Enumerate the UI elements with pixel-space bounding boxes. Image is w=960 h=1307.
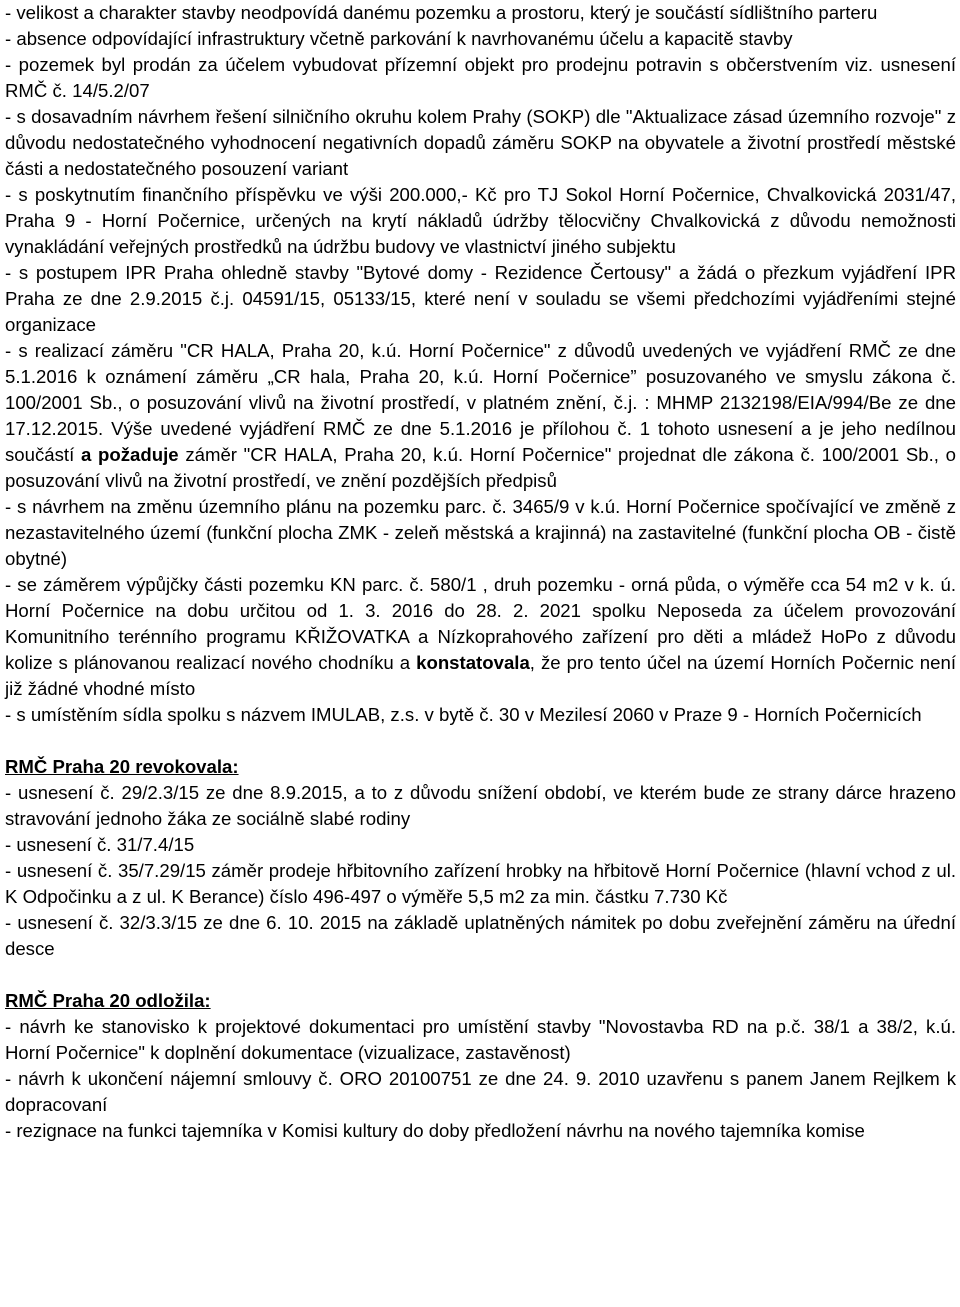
spacer <box>5 728 956 754</box>
neposeda-text-before: - se záměrem výpůjčky části pozemku KN parc. č. 580/1 , druh pozemku - orná půda, o výměře cca 54 m2 v k. ú. Horní Počernice na dobu určitou od 1. 3. 2016 do 28. 2. 2021 spolku Neposeda za účelem provozování Komunitního terénního programu KŘIŽOVATKA a Nízkoprahového zařízení pro děti a mládež HoPo z důvodu kolize s plánovanou realizací nového chodníku a <box>5 574 956 673</box>
paragraph-building-size: - velikost a charakter stavby neodpovídá danému pozemku a prostoru, který je součástí sídlištního parteru <box>5 2 878 23</box>
paragraph-cr-hala <box>5 338 956 494</box>
neposeda-bold: konstatovala <box>416 652 530 673</box>
heading-postponed: RMČ Praha 20 odložila: <box>5 990 211 1011</box>
paragraph-neposeda <box>5 572 956 702</box>
paragraph-land-sold: - pozemek byl prodán za účelem vybudovat přízemní objekt pro prodejnu potravin s občerstvením viz. usnesení RMČ č. 14/5.2/07 <box>5 54 956 101</box>
paragraph-zoning-plan: - s návrhem na změnu územního plánu na pozemku parc. č. 3465/9 v k.ú. Horní Počernice spočívající ve změně z nezastavitelného území (funkční plocha ZMK - zeleň městská a krajinná) na zastavitelné (funkční plocha OB - čistě obytné) <box>5 496 956 569</box>
paragraph-sokol-contribution: - s poskytnutím finančního příspěvku ve výši 200.000,- Kč pro TJ Sokol Horní Počernice, Chvalkovická 2031/47, Praha 9 - Horní Počernice, určených na krytí nákladů údržby tělocvičny Chvalkovická z důvodu nemožnosti vynakládání veřejných prostředků na údržbu budovy ve vlastnictví jiného subjektu <box>5 184 956 257</box>
postponed-item: - rezignace na funkci tajemníka v Komisi kultury do doby předložení návrhu na nového tajemníka komise <box>5 1120 865 1141</box>
paragraph-ipr-praha: - s postupem IPR Praha ohledně stavby "Bytové domy - Rezidence Čertousy" a žádá o přezkum vyjádření IPR Praha ze dne 2.9.2015 č.j. 04591/15, 05133/15, které není v souladu se všemi předchozími vyjádřeními stejné organizace <box>5 262 956 335</box>
spacer <box>5 962 956 988</box>
revoked-item: - usnesení č. 29/2.3/15 ze dne 8.9.2015, a to z důvodu snížení období, ve kterém bude ze strany dárce hrazeno stravování jednoho žáka ze sociálně slabé rodiny <box>5 782 956 829</box>
neposeda-text-after: , že pro tento účel na území Horních Počernic není již žádné vhodné místo <box>5 652 956 699</box>
paragraph-imulab: - s umístěním sídla spolku s názvem IMULAB, z.s. v bytě č. 30 v Mezilesí 2060 v Praze 9 - Horních Počernicích <box>5 704 922 725</box>
paragraph-sokp: - s dosavadním návrhem řešení silničního okruhu kolem Prahy (SOKP) dle "Aktualizace zásad územního rozvoje" z důvodu nedostatečného vyhodnocení negativních dopadů záměru SOKP na obyvatele a životní prostředí městské části a nedostatečného posouzení variant <box>5 106 956 179</box>
cr-hala-text-before: - s realizací záměru "CR HALA, Praha 20, k.ú. Horní Počernice" z důvodů uvedených ve vyjádření RMČ ze dne 5.1.2016 k oznámení záměru „CR hala, Praha 20, k.ú. Horní Počernice” posuzovaného ve smyslu zákona č. 100/2001 Sb., o posuzování vlivů na životní prostředí, v platném znění, č.j. : MHMP 2132198/EIA/994/Be ze dne 17.12.2015. Výše uvedené vyjádření RMČ ze dne 5.1.2016 je přílohou č. 1 tohoto usnesení a je jeho nedílnou součástí <box>5 340 956 465</box>
revoked-item: - usnesení č. 32/3.3/15 ze dne 6. 10. 2015 na základě uplatněných námitek po dobu zveřejnění záměru na úřední desce <box>5 912 956 959</box>
revoked-item: - usnesení č. 31/7.4/15 <box>5 834 195 855</box>
heading-revoked: RMČ Praha 20 revokovala: <box>5 756 239 777</box>
cr-hala-bold: a požaduje <box>80 444 179 465</box>
paragraph-infrastructure: - absence odpovídající infrastruktury včetně parkování k navrhovanému účelu a kapacitě stavby <box>5 28 793 49</box>
postponed-item: - návrh ke stanovisko k projektové dokumentaci pro umístění stavby "Novostavba RD na p.č. 38/1 a 38/2, k.ú. Horní Počernice" k doplnění dokumentace (vizualizace, zastavěnost) <box>5 1016 956 1063</box>
cr-hala-text-after: záměr "CR HALA, Praha 20, k.ú. Horní Počernice" projednat dle zákona č. 100/2001 Sb., o posuzování vlivů na životní prostředí, ve znění pozdějších předpisů <box>5 444 957 491</box>
postponed-item: - návrh k ukončení nájemní smlouvy č. ORO 20100751 ze dne 24. 9. 2010 uzavřenu s panem Janem Rejlkem k dopracovaní <box>5 1068 956 1115</box>
revoked-item: - usnesení č. 35/7.29/15 záměr prodeje hřbitovního zařízení hrobky na hřbitově Horní Počernice (hlavní vchod z ul. K Odpočinku a z ul. K Berance) číslo 496-497 o výměře 5,5 m2 za min. částku 7.730 Kč <box>5 860 956 907</box>
